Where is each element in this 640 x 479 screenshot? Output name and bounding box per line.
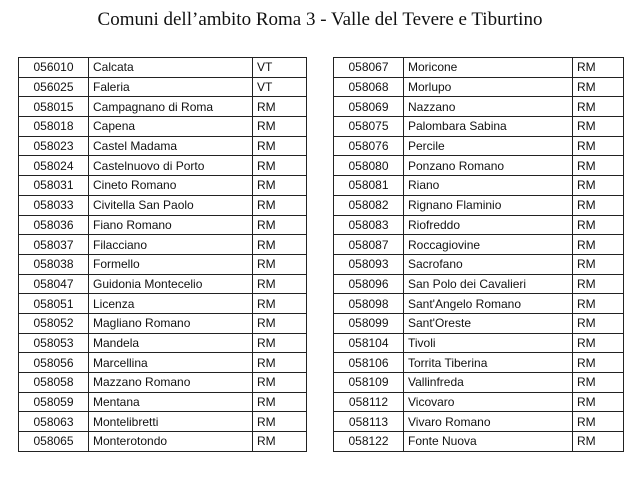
province-cell: RM [253,432,307,452]
municipality-name-cell: Ponzano Romano [404,156,573,176]
table-row [19,58,307,78]
istat-code-cell: 058024 [19,156,89,176]
istat-code-cell: 058067 [334,58,404,78]
province-cell: RM [253,117,307,137]
istat-code-cell: 058082 [334,195,404,215]
municipality-name-cell: Monterotondo [89,432,253,452]
istat-code-cell: 058099 [334,313,404,333]
istat-code-cell: 058076 [334,136,404,156]
province-cell: RM [573,176,624,196]
municipality-name-cell: Sant'Oreste [404,313,573,333]
table-row [19,156,307,176]
istat-code-cell: 058081 [334,176,404,196]
istat-code-cell: 058015 [19,97,89,117]
table-row [334,195,624,215]
municipality-name-cell: Licenza [89,294,253,314]
table-row [19,215,307,235]
province-cell: RM [253,254,307,274]
province-cell: RM [573,373,624,393]
istat-code-cell: 056025 [19,77,89,97]
table-row [19,392,307,412]
istat-code-cell: 058113 [334,412,404,432]
province-cell: VT [253,77,307,97]
municipality-name-cell: Rignano Flaminio [404,195,573,215]
table-row [334,97,624,117]
province-cell: RM [253,294,307,314]
table-row [334,412,624,432]
municipality-name-cell: Vicovaro [404,392,573,412]
province-cell: RM [253,156,307,176]
table-row [334,156,624,176]
municipality-name-cell: Civitella San Paolo [89,195,253,215]
istat-code-cell: 058104 [334,333,404,353]
municipality-name-cell: Calcata [89,58,253,78]
municipality-name-cell: Sacrofano [404,254,573,274]
table-row [334,373,624,393]
table-row [334,176,624,196]
istat-code-cell: 058065 [19,432,89,452]
table-row [19,136,307,156]
province-cell: RM [253,136,307,156]
table-row [334,313,624,333]
province-cell: RM [253,333,307,353]
table-row [334,294,624,314]
province-cell: RM [253,274,307,294]
municipality-name-cell: Cineto Romano [89,176,253,196]
municipality-name-cell: Guidonia Montecelio [89,274,253,294]
istat-code-cell: 058080 [334,156,404,176]
istat-code-cell: 058106 [334,353,404,373]
istat-code-cell: 058098 [334,294,404,314]
municipality-name-cell: Capena [89,117,253,137]
province-cell: VT [253,58,307,78]
istat-code-cell: 058033 [19,195,89,215]
istat-code-cell: 058056 [19,353,89,373]
table-row [334,353,624,373]
istat-code-cell: 058038 [19,254,89,274]
istat-code-cell: 058051 [19,294,89,314]
municipality-name-cell: Magliano Romano [89,313,253,333]
province-cell: RM [253,373,307,393]
province-cell: RM [253,235,307,255]
province-cell: RM [253,195,307,215]
municipality-name-cell: Formello [89,254,253,274]
istat-code-cell: 058093 [334,254,404,274]
municipalities-table-left [18,57,307,452]
table-row [334,333,624,353]
table-row [19,274,307,294]
table-row [19,77,307,97]
province-cell: RM [253,412,307,432]
municipality-name-cell: Mentana [89,392,253,412]
province-cell: RM [573,235,624,255]
table-row [334,215,624,235]
municipality-name-cell: Riano [404,176,573,196]
istat-code-cell: 058018 [19,117,89,137]
istat-code-cell: 058063 [19,412,89,432]
istat-code-cell: 058031 [19,176,89,196]
province-cell: RM [573,254,624,274]
province-cell: RM [573,274,624,294]
municipality-name-cell: Mazzano Romano [89,373,253,393]
table-row [19,176,307,196]
province-cell: RM [253,215,307,235]
table-row [334,254,624,274]
province-cell: RM [573,156,624,176]
table-row [334,235,624,255]
province-cell: RM [253,392,307,412]
table-row [19,294,307,314]
table-row [334,77,624,97]
municipality-name-cell: Vivaro Romano [404,412,573,432]
province-cell: RM [573,117,624,137]
municipality-name-cell: Morlupo [404,77,573,97]
municipality-name-cell: Fonte Nuova [404,432,573,452]
istat-code-cell: 058083 [334,215,404,235]
table-row [334,136,624,156]
municipality-name-cell: Fiano Romano [89,215,253,235]
istat-code-cell: 058037 [19,235,89,255]
province-cell: RM [573,392,624,412]
municipality-name-cell: Percile [404,136,573,156]
table-row [19,117,307,137]
province-cell: RM [573,195,624,215]
table-row [19,254,307,274]
municipality-name-cell: Faleria [89,77,253,97]
province-cell: RM [573,58,624,78]
istat-code-cell: 058122 [334,432,404,452]
table-row [19,235,307,255]
province-cell: RM [253,176,307,196]
province-cell: RM [573,97,624,117]
istat-code-cell: 058036 [19,215,89,235]
municipality-name-cell: Marcellina [89,353,253,373]
istat-code-cell: 058068 [334,77,404,97]
municipality-name-cell: Moricone [404,58,573,78]
province-cell: RM [573,412,624,432]
municipality-name-cell: Torrita Tiberina [404,353,573,373]
istat-code-cell: 058023 [19,136,89,156]
province-cell: RM [253,313,307,333]
province-cell: RM [573,313,624,333]
istat-code-cell: 058047 [19,274,89,294]
table-row [19,195,307,215]
municipality-name-cell: Tivoli [404,333,573,353]
municipality-name-cell: San Polo dei Cavalieri [404,274,573,294]
municipality-name-cell: Montelibretti [89,412,253,432]
istat-code-cell: 058096 [334,274,404,294]
province-cell: RM [253,97,307,117]
istat-code-cell: 058075 [334,117,404,137]
province-cell: RM [573,333,624,353]
table-row [19,97,307,117]
municipality-name-cell: Vallinfreda [404,373,573,393]
municipality-name-cell: Palombara Sabina [404,117,573,137]
province-cell: RM [253,353,307,373]
document-title: Comuni dell’ambito Roma 3 - Valle del Tevere e Tiburtino [97,9,543,30]
istat-code-cell: 058109 [334,373,404,393]
table-row [334,432,624,452]
istat-code-cell: 058059 [19,392,89,412]
municipality-name-cell: Campagnano di Roma [89,97,253,117]
municipality-name-cell: Roccagiovine [404,235,573,255]
municipality-name-cell: Filacciano [89,235,253,255]
municipality-name-cell: Castel Madama [89,136,253,156]
municipalities-table-right [333,57,624,452]
table-row [19,333,307,353]
table-row [19,412,307,432]
municipality-name-cell: Nazzano [404,97,573,117]
table-row [334,58,624,78]
table-row [19,432,307,452]
province-cell: RM [573,136,624,156]
province-cell: RM [573,215,624,235]
province-cell: RM [573,432,624,452]
istat-code-cell: 058069 [334,97,404,117]
municipality-name-cell: Castelnuovo di Porto [89,156,253,176]
istat-code-cell: 058087 [334,235,404,255]
istat-code-cell: 058053 [19,333,89,353]
istat-code-cell: 056010 [19,58,89,78]
istat-code-cell: 058058 [19,373,89,393]
istat-code-cell: 058112 [334,392,404,412]
province-cell: RM [573,294,624,314]
table-row [334,117,624,137]
province-cell: RM [573,77,624,97]
table-row [19,373,307,393]
table-row [334,392,624,412]
table-row [19,313,307,333]
municipality-name-cell: Mandela [89,333,253,353]
municipality-name-cell: Riofreddo [404,215,573,235]
table-row [19,353,307,373]
province-cell: RM [573,353,624,373]
table-row [334,274,624,294]
municipality-name-cell: Sant'Angelo Romano [404,294,573,314]
istat-code-cell: 058052 [19,313,89,333]
